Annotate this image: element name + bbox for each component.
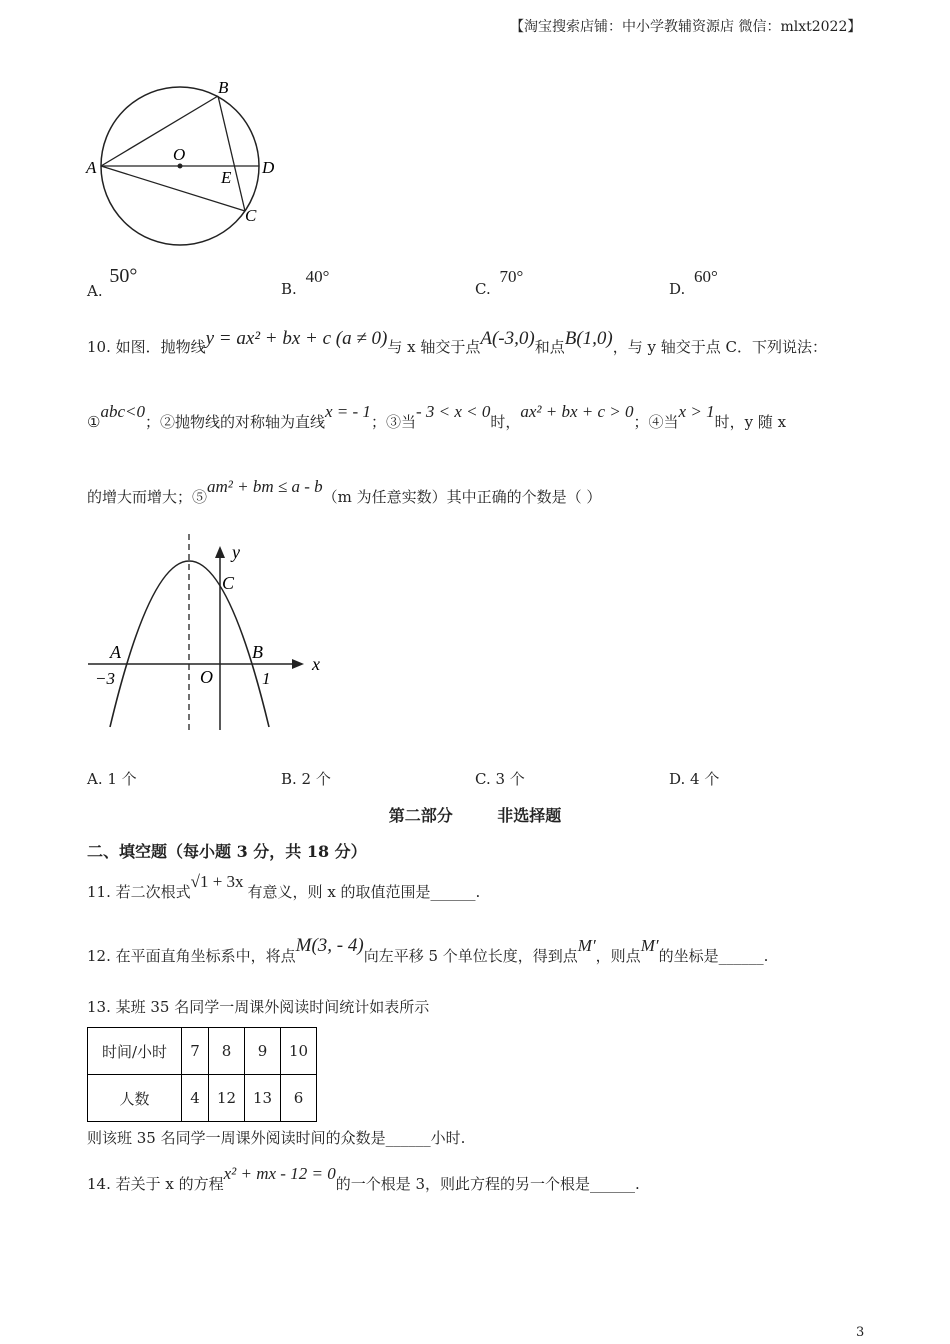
q9-option-a-value: 50° (109, 265, 138, 287)
q10-option-b[interactable]: B. 2 个 (281, 770, 331, 788)
graph-label-b: B (252, 642, 263, 662)
q13-head: 13. 某班 35 名同学一周课外阅读时间统计如表所示 (87, 998, 430, 1016)
q11-radical: √1 + 3x (190, 872, 244, 891)
label-b: B (218, 78, 229, 97)
page-number: 3 (856, 1325, 865, 1340)
q12: 12. 在平面直角坐标系中，将点M(3, - 4)向左平移 5 个单位长度，得到点M′，则点M′的坐标是______. (87, 935, 769, 965)
table-cell: 12 (209, 1075, 245, 1122)
q10-line1: 10. 如图．抛物线y = ax² + bx + c (a ≠ 0)与 x 轴交于点A(-3,0)和点B(1,0)，与 y 轴交于点 C．下列说法： (87, 328, 827, 356)
q11: 11. 若二次根式√1 + 3x有意义，则 x 的取值范围是______. (87, 872, 481, 901)
chord-ab (101, 96, 218, 166)
table-cell: 9 (245, 1028, 281, 1075)
circle-figure (82, 72, 282, 252)
table-cell: 7 (182, 1028, 209, 1075)
q9-option-c-value: 70° (499, 267, 524, 286)
q10-statement3: - 3 < x < 0 (415, 402, 491, 421)
q10-option-a[interactable]: A. 1 个 (87, 770, 137, 788)
q12-point-m-prime: M′ (577, 936, 596, 955)
table-cell: 13 (245, 1075, 281, 1122)
q10-statement2: x = - 1 (325, 402, 371, 421)
q14: 14. 若关于 x 的方程x² + mx - 12 = 0的一个根是 3，则此方程的另一个根是______. (87, 1164, 640, 1193)
graph-label-one: 1 (262, 669, 271, 688)
page-header: 【淘宝搜索店铺：中小学教辅资源店 微信：mlxt2022】 (510, 19, 862, 35)
graph-label-x: x (312, 654, 320, 674)
q13-tail: 则该班 35 名同学一周课外阅读时间的众数是______小时. (87, 1129, 466, 1147)
q10-option-d[interactable]: D. 4 个 (669, 770, 720, 788)
q10-option-c[interactable]: C. 3 个 (475, 770, 525, 788)
q10-line2: ①abc<0；②抛物线的对称轴为直线x = - 1；③当- 3 < x < 0时，ax² + bx + c > 0；④当x > 1时，y 随 x (87, 402, 787, 431)
q12-point-m: M(3, - 4) (295, 935, 364, 956)
table-cell: 6 (281, 1075, 317, 1122)
q9-option-b-value: 40° (305, 267, 330, 286)
q10-statement5: am² + bm ≤ a - b (207, 477, 323, 496)
chord-bc (218, 96, 245, 211)
table-cell: 10 (281, 1028, 317, 1075)
part2-title: 第二部分 非选择题 (388, 806, 562, 825)
label-o: O (173, 145, 186, 164)
y-axis-arrow (215, 546, 225, 558)
q10-parabola-eq: y = ax² + bx + c (a ≠ 0) (205, 328, 388, 349)
graph-label-neg3: −3 (95, 669, 115, 688)
q9-option-d-value: 60° (694, 267, 718, 286)
center-dot (178, 164, 183, 169)
parabola-graph (82, 530, 342, 735)
table-cell: 人数 (88, 1075, 182, 1122)
table-row (88, 1075, 317, 1122)
q14-equation: x² + mx - 12 = 0 (223, 1164, 336, 1183)
q10-line3: 的增大而增大；⑤am² + bm ≤ a - b（m 为任意实数）其中正确的个数是（ ） (87, 477, 602, 506)
q10-statement3-eq: ax² + bx + c > 0 (520, 402, 634, 421)
q9-option-a[interactable]: A. 50° (87, 265, 138, 300)
q12-point-m-prime-2: M′ (640, 936, 659, 955)
q10-point-b: B(1,0) (564, 328, 613, 349)
table-row (88, 1028, 317, 1075)
label-d: D (262, 158, 275, 177)
graph-label-c: C (222, 573, 235, 593)
graph-label-a: A (110, 642, 121, 662)
x-axis-arrow (292, 659, 304, 669)
table-cell: 4 (182, 1075, 209, 1122)
graph-label-y: y (232, 542, 240, 562)
label-e: E (221, 168, 232, 187)
q10-statement4: x > 1 (678, 402, 715, 421)
q10-statement1: abc<0 (100, 402, 145, 421)
table-cell: 8 (209, 1028, 245, 1075)
table-cell: 时间/小时 (88, 1028, 182, 1075)
q9-option-c[interactable]: C. 70° (475, 267, 524, 298)
q9-option-b[interactable]: B. 40° (281, 267, 330, 298)
label-c: C (245, 206, 257, 225)
section2-title: 二、填空题（每小题 3 分，共 18 分） (87, 842, 367, 861)
q9-option-d[interactable]: D. 60° (669, 267, 718, 298)
graph-label-o: O (200, 667, 213, 687)
reading-time-table (87, 1027, 317, 1122)
label-a: A (86, 158, 97, 177)
q10-point-a: A(-3,0) (480, 328, 535, 349)
